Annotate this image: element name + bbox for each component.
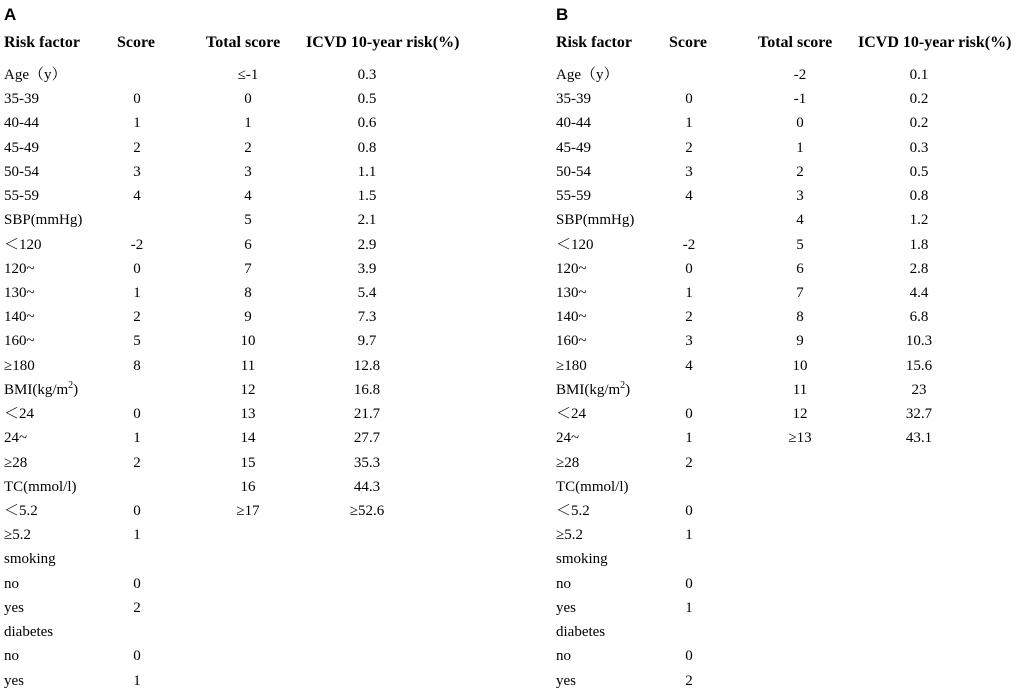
total-score-value: 1: [244, 115, 252, 132]
risk-factor-label: [556, 526, 583, 544]
risk-factor-score: 8: [133, 357, 141, 374]
risk-factor-name: ≥180: [4, 357, 35, 374]
risk-factor-label: [4, 478, 77, 496]
icvd-risk-value: 7.3: [357, 309, 377, 326]
icvd-risk-value: 0.8: [909, 188, 929, 205]
risk-factor-name: no: [4, 575, 19, 592]
header-total-score: Total score: [206, 34, 281, 51]
risk-factor-name: 130~: [556, 284, 587, 301]
risk-factor-name: SBP(mmHg): [556, 212, 635, 229]
risk-factor-score: 0: [685, 260, 693, 277]
icvd-risk-value: 0.3: [909, 139, 929, 156]
risk-factor-score: 3: [133, 163, 141, 180]
risk-factor-score: 1: [685, 599, 693, 616]
risk-factor-score: 0: [133, 648, 141, 665]
total-score-value: 6: [244, 236, 252, 253]
risk-factor-label: [4, 332, 35, 350]
total-score-value: -2: [793, 67, 807, 83]
total-score-value: 10: [792, 357, 808, 374]
header-score: Score: [669, 34, 707, 51]
icvd-risk-value: 5.4: [357, 284, 377, 301]
risk-factor-score: 1: [133, 672, 141, 689]
risk-factor-name: TC(mmol/l): [4, 478, 77, 495]
total-score-value: 5: [796, 236, 804, 253]
icvd-risk-value: 4.4: [909, 284, 929, 301]
total-score-value: 4: [796, 212, 804, 229]
icvd-risk-value: 0.6: [357, 115, 377, 132]
risk-factor-score: 0: [133, 575, 141, 592]
header-score: Score: [117, 34, 155, 51]
risk-factor-label: [4, 429, 27, 447]
risk-factor-label: [4, 357, 35, 375]
risk-factor-name: TC(mmol/l): [556, 478, 629, 495]
total-score-value: 9: [796, 333, 804, 350]
risk-factor-label: [556, 66, 619, 84]
risk-factor-score: -2: [130, 236, 144, 253]
header-icvd-risk: ICVD 10-year risk(%): [306, 34, 460, 51]
risk-factor-label: [4, 502, 38, 520]
risk-factor-name: 160~: [556, 333, 587, 350]
header-risk-factor: Risk factor: [4, 34, 80, 51]
total-score-value: 5: [244, 212, 252, 229]
icvd-risk-value: 15.6: [905, 357, 933, 374]
risk-factor-label: [4, 672, 24, 690]
icvd-risk-value: 44.3: [353, 478, 381, 495]
risk-factor-name: yes: [556, 599, 576, 616]
risk-factor-name: ≥5.2: [556, 527, 583, 544]
risk-factor-label: [556, 672, 576, 690]
risk-factor-score: 4: [685, 357, 693, 374]
risk-factor-label: [556, 599, 576, 617]
total-score-value: 9: [244, 309, 252, 326]
total-score-value: 11: [240, 357, 256, 374]
risk-factor-label: [556, 139, 591, 157]
risk-factor-name: yes: [4, 599, 24, 616]
risk-factor-name: diabetes: [4, 624, 54, 641]
total-score-value: ≥17: [236, 502, 260, 519]
risk-factor-label: [4, 90, 39, 108]
icvd-risk-value: 32.7: [905, 406, 933, 423]
risk-factor-name: 45-49: [4, 139, 39, 156]
panel-a: [0, 0, 500, 689]
risk-factor-label: [4, 623, 53, 641]
icvd-risk-value: 0.1: [909, 67, 929, 83]
icvd-risk-value: ≥52.6: [349, 502, 385, 519]
icvd-risk-value: 23: [911, 381, 927, 398]
risk-factor-name: no: [556, 575, 571, 592]
risk-factor-name: 35-39: [4, 91, 39, 108]
risk-factor-score: 0: [133, 260, 141, 277]
risk-factor-score: 0: [685, 91, 693, 108]
risk-factor-label: [556, 623, 605, 641]
risk-factor-label: [556, 454, 579, 472]
risk-factor-name: ＜24: [4, 406, 35, 423]
total-score-value: ≥13: [788, 430, 812, 447]
risk-factor-name: ≥5.2: [4, 527, 31, 544]
risk-factor-score: 1: [685, 284, 693, 301]
risk-factor-score: 0: [685, 502, 693, 519]
risk-factor-score: 4: [685, 188, 693, 205]
risk-factor-name: 40-44: [556, 115, 591, 132]
risk-factor-label: [556, 647, 571, 665]
risk-factor-score: 1: [133, 527, 141, 544]
risk-factor-name: yes: [4, 672, 24, 689]
header-total-score: Total score: [758, 34, 833, 51]
total-score-value: 15: [240, 454, 256, 471]
risk-factor-name: no: [4, 648, 19, 665]
icvd-risk-value: 16.8: [353, 381, 381, 398]
risk-factor-name: 50-54: [4, 163, 39, 180]
total-score-value: 6: [796, 260, 804, 277]
icvd-risk-value: 1.8: [909, 236, 929, 253]
total-score-value: 2: [796, 163, 804, 180]
risk-factor-name: 160~: [4, 333, 35, 350]
risk-factor-name: no: [556, 648, 571, 665]
total-score-value: ≤-1: [237, 67, 259, 83]
risk-factor-name: 24~: [556, 430, 580, 447]
risk-factor-label: [556, 357, 587, 375]
icvd-risk-value: 27.7: [353, 430, 381, 447]
total-score-value: 0: [244, 91, 252, 108]
risk-factor-score: 4: [133, 188, 141, 205]
total-score-value: 4: [244, 188, 252, 205]
risk-factor-label: [4, 163, 39, 181]
risk-factor-name: 140~: [556, 309, 587, 326]
icvd-risk-value: 0.8: [357, 139, 377, 156]
total-score-value: 2: [244, 139, 252, 156]
risk-factor-score: 1: [133, 115, 141, 132]
risk-factor-name: 55-59: [4, 188, 39, 205]
panel-label: B: [556, 5, 569, 24]
icvd-risk-value: 9.7: [357, 333, 377, 350]
risk-factor-score: 2: [685, 139, 693, 156]
risk-factor-label: [556, 478, 629, 496]
risk-factor-score: 0: [685, 406, 693, 423]
risk-factor-label: [556, 405, 586, 423]
total-score-value: 3: [796, 188, 804, 205]
icvd-risk-value: 2.8: [909, 260, 929, 277]
risk-factor-name: ＜120: [556, 236, 594, 253]
icvd-risk-value: 0.5: [909, 163, 929, 180]
total-score-value: 10: [240, 333, 256, 350]
icvd-risk-value: 35.3: [353, 454, 381, 471]
risk-factor-name: smoking: [4, 551, 56, 568]
total-score-value: 8: [244, 284, 252, 301]
risk-factor-label: [556, 90, 591, 108]
risk-factor-label: [556, 502, 590, 520]
risk-factor-name: ≥28: [556, 454, 580, 471]
risk-factor-name: BMI(kg/m: [556, 381, 621, 398]
risk-factor-name: ≥28: [4, 454, 28, 471]
risk-factor-score: 2: [685, 309, 693, 326]
risk-factor-label: [4, 405, 34, 423]
total-score-value: 13: [240, 406, 256, 423]
icvd-risk-value: 1.5: [357, 188, 377, 205]
risk-factor-label: [4, 260, 35, 278]
icvd-risk-value: 2.1: [357, 212, 377, 229]
risk-factor-label: [556, 284, 587, 302]
risk-factor-label: [556, 381, 630, 399]
risk-factor-score: 1: [133, 430, 141, 447]
risk-factor-label: [4, 284, 35, 302]
risk-factor-name: 40-44: [4, 115, 39, 132]
total-score-value: -1: [793, 91, 807, 108]
risk-factor-label: [4, 550, 56, 568]
risk-factor-label: [4, 139, 39, 157]
risk-factor-name: ＜24: [556, 406, 587, 423]
risk-factor-name: BMI(kg/m: [4, 381, 69, 398]
icvd-risk-value: 1.2: [909, 212, 929, 229]
risk-factor-name: 50-54: [556, 163, 591, 180]
risk-factor-score: 2: [133, 309, 141, 326]
icvd-risk-value: 3.9: [357, 260, 377, 277]
risk-factor-name: ＜5.2: [4, 502, 38, 519]
risk-factor-name: diabetes: [556, 624, 606, 641]
risk-factor-label: [556, 114, 591, 132]
superscript: 2: [620, 379, 626, 391]
risk-factor-label: [556, 236, 594, 254]
risk-factor-score: 1: [133, 284, 141, 301]
risk-factor-label: [556, 211, 634, 229]
risk-factor-label: [4, 454, 27, 472]
total-score-value: 16: [240, 478, 256, 495]
total-score-value: 11: [792, 381, 808, 398]
risk-factor-label: [4, 308, 35, 326]
risk-factor-label: [4, 187, 39, 205]
icvd-risk-value: 2.9: [357, 236, 377, 253]
risk-factor-name-tail: ): [625, 381, 631, 398]
risk-factor-score: 3: [685, 163, 693, 180]
panel-b: [552, 0, 1020, 689]
risk-factor-name: 130~: [4, 284, 35, 301]
risk-factor-label: [556, 550, 608, 568]
risk-factor-label: [4, 647, 19, 665]
risk-factor-name: SBP(mmHg): [4, 212, 83, 229]
risk-factor-name: yes: [556, 672, 576, 689]
total-score-value: 3: [244, 163, 252, 180]
risk-factor-score: 2: [685, 672, 693, 689]
risk-factor-label: [4, 575, 19, 593]
risk-factor-score: 0: [133, 502, 141, 519]
risk-factor-name: 35-39: [556, 91, 591, 108]
risk-factor-score: 3: [685, 333, 693, 350]
risk-factor-score: -2: [682, 236, 696, 253]
total-score-value: 12: [792, 406, 808, 423]
risk-factor-name: smoking: [556, 551, 608, 568]
risk-factor-label: [4, 526, 31, 544]
risk-factor-label: [4, 381, 78, 399]
risk-factor-name: ＜5.2: [556, 502, 590, 519]
icvd-risk-value: 0.2: [909, 115, 929, 132]
total-score-value: 1: [796, 139, 804, 156]
risk-factor-label: [556, 163, 591, 181]
total-score-value: 7: [244, 260, 252, 277]
risk-factor-score: 0: [133, 91, 141, 108]
risk-factor-name: 24~: [4, 430, 28, 447]
risk-factor-score: 2: [685, 454, 693, 471]
icvd-risk-value: 0.2: [909, 91, 929, 108]
header-risk-factor: Risk factor: [556, 34, 632, 51]
risk-factor-label: [4, 211, 82, 229]
risk-factor-name: Age（y）: [4, 67, 67, 83]
total-score-value: 12: [240, 381, 256, 398]
risk-factor-label: [556, 575, 571, 593]
icvd-risk-value: 43.1: [905, 430, 933, 447]
risk-factor-name: 55-59: [556, 188, 591, 205]
total-score-value: 7: [796, 284, 804, 301]
risk-factor-name: ＜120: [4, 236, 42, 253]
risk-factor-name-tail: ): [73, 381, 79, 398]
risk-factor-score: 5: [133, 333, 141, 350]
risk-factor-label: [556, 429, 579, 447]
risk-factor-label: [556, 332, 587, 350]
icvd-risk-value: 12.8: [353, 357, 381, 374]
risk-factor-label: [556, 260, 587, 278]
risk-factor-name: Age（y）: [556, 67, 619, 83]
risk-factor-score: 1: [685, 115, 693, 132]
risk-factor-name: ≥180: [556, 357, 587, 374]
risk-factor-label: [4, 599, 24, 617]
risk-factor-label: [4, 236, 42, 254]
icvd-risk-value: 10.3: [905, 333, 933, 350]
icvd-risk-value: 21.7: [353, 406, 381, 423]
risk-factor-label: [556, 187, 591, 205]
panel-label: A: [4, 5, 17, 24]
risk-factor-score: 0: [685, 648, 693, 665]
risk-factor-score: 1: [685, 430, 693, 447]
icvd-risk-value: 0.3: [357, 67, 377, 83]
risk-factor-score: 0: [685, 575, 693, 592]
risk-factor-name: 120~: [4, 260, 35, 277]
risk-factor-name: 120~: [556, 260, 587, 277]
risk-factor-label: [4, 66, 67, 84]
risk-factor-name: 45-49: [556, 139, 591, 156]
total-score-value: 8: [796, 309, 804, 326]
icvd-risk-value: 6.8: [909, 309, 929, 326]
risk-factor-score: 2: [133, 599, 141, 616]
risk-factor-score: 2: [133, 454, 141, 471]
total-score-value: 14: [240, 430, 256, 447]
risk-factor-score: 1: [685, 527, 693, 544]
risk-factor-score: 0: [133, 406, 141, 423]
risk-factor-label: [4, 114, 39, 132]
icvd-risk-value: 1.1: [357, 163, 377, 180]
risk-factor-label: [556, 308, 587, 326]
risk-factor-score: 2: [133, 139, 141, 156]
total-score-value: 0: [796, 115, 804, 132]
superscript: 2: [68, 379, 74, 391]
header-icvd-risk: ICVD 10-year risk(%): [858, 34, 1012, 51]
risk-factor-name: 140~: [4, 309, 35, 326]
icvd-risk-value: 0.5: [357, 91, 377, 108]
